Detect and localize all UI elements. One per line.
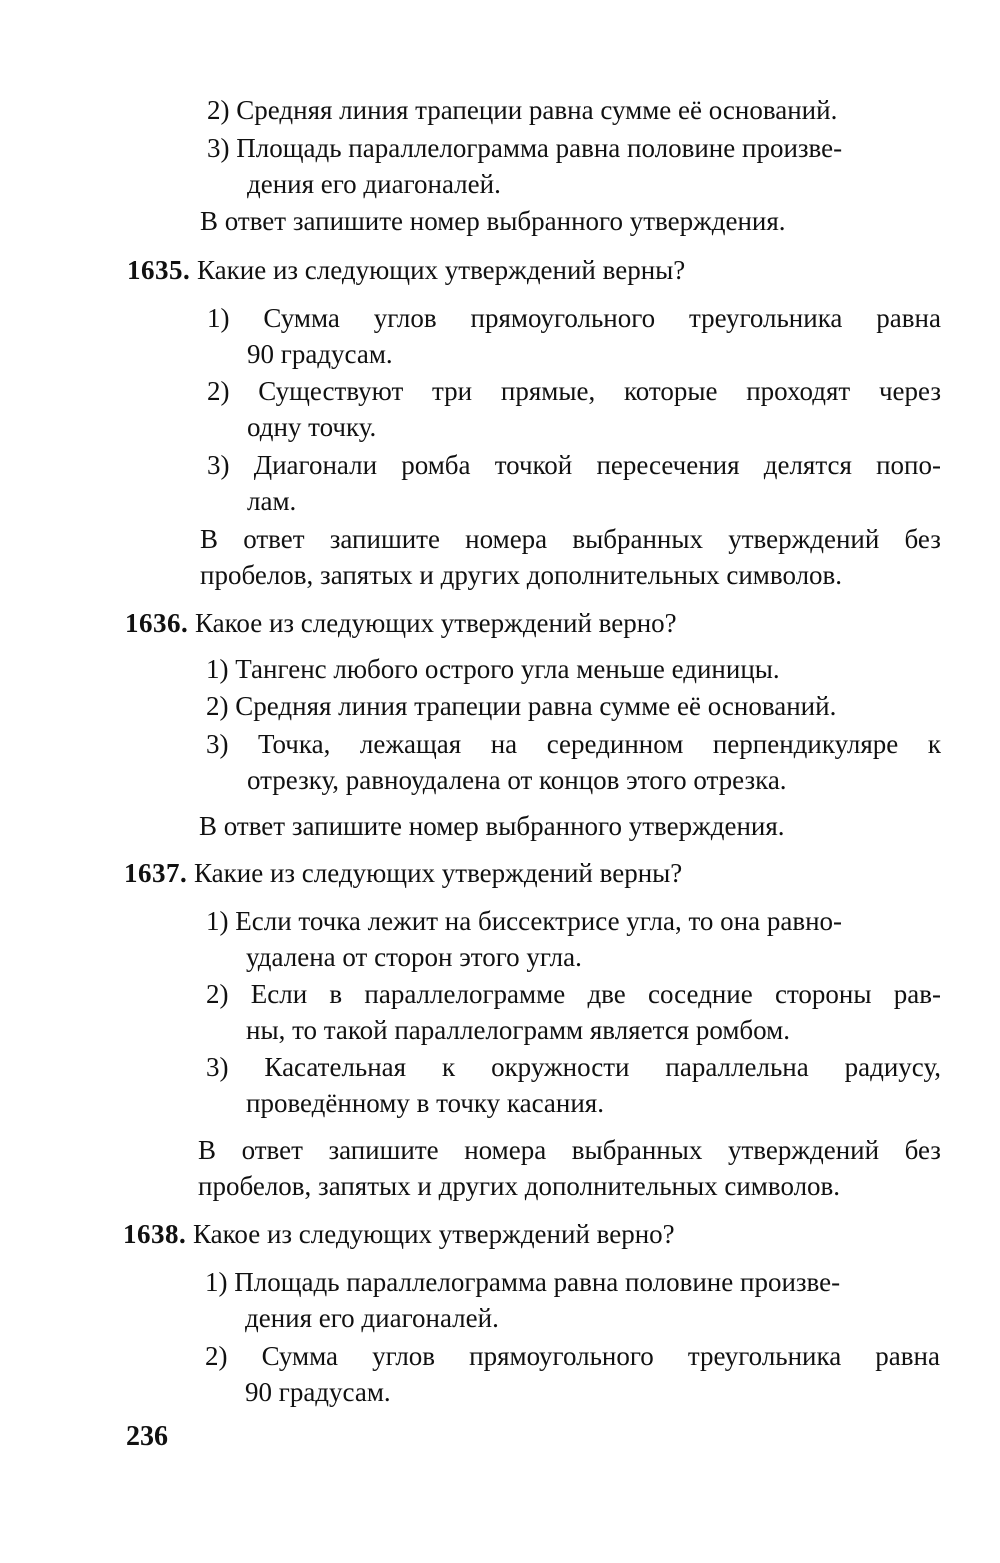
- word: проходят: [746, 376, 851, 406]
- word: выбранных: [571, 1135, 703, 1165]
- p1637-item-1-line-1: 1) Если точка лежит на биссектрисе угла, то она равно-: [206, 906, 843, 936]
- p1638-item-2-line-2: 90 градусам.: [245, 1377, 391, 1407]
- p1635-item-2-line-1: [207, 374, 941, 408]
- problem-1636-header: [125, 606, 677, 640]
- p1638-item-1-line-2: дения его диагоналей.: [245, 1303, 499, 1333]
- p1635-answer-line-2: пробелов, запятых и других дополнительных символов.: [200, 560, 843, 590]
- p1637-item-3-line-1: [206, 1050, 941, 1084]
- word: ответ: [241, 1135, 303, 1165]
- word: равна: [876, 303, 941, 333]
- word: номера: [464, 1135, 547, 1165]
- problem-question: Какие из следующих утверждений верны?: [197, 255, 686, 285]
- word: серединном: [546, 729, 684, 759]
- word: соседние: [648, 979, 753, 1009]
- word: в: [329, 979, 343, 1009]
- p1635-item-1-line-2: 90 градусам.: [247, 339, 393, 369]
- p1635-answer-line-1: [200, 522, 941, 556]
- word: углов: [372, 1341, 436, 1371]
- word: рав-: [893, 979, 941, 1009]
- p1636-item-3-line-2: отрезку, равноудалена от концов этого отрезка.: [247, 765, 787, 795]
- prev-item-3-line-2: дения его диагоналей.: [247, 169, 501, 199]
- p1635-item-3-line-2: лам.: [247, 486, 297, 516]
- problem-1635-header: [127, 253, 685, 287]
- word: углов: [373, 303, 437, 333]
- word: попо-: [876, 450, 941, 480]
- word: утверждений: [727, 1135, 880, 1165]
- word: параллельна: [665, 1052, 809, 1082]
- p1637-answer-line-1: [198, 1133, 941, 1167]
- problem-number: 1637.: [124, 858, 188, 888]
- word: делятся: [763, 450, 852, 480]
- problem-question: Какое из следующих утверждений верно?: [195, 608, 677, 638]
- word: параллелограмме: [364, 979, 566, 1009]
- word: 3): [206, 729, 229, 759]
- word: 1): [207, 303, 230, 333]
- word: запишите: [329, 524, 440, 554]
- word: перпендикуляре: [712, 729, 899, 759]
- word: В: [200, 524, 219, 554]
- word: Точка,: [258, 729, 331, 759]
- word: ромба: [401, 450, 471, 480]
- problem-number: 1635.: [127, 255, 191, 285]
- word: запишите: [328, 1135, 439, 1165]
- word: без: [904, 524, 941, 554]
- p1635-item-1-line-1: [207, 301, 941, 335]
- p1635-item-2-line-2: одну точку.: [247, 412, 377, 442]
- p1636-item-3-line-1: [206, 727, 941, 761]
- word: радиусу,: [844, 1052, 941, 1082]
- word: Диагонали: [253, 450, 378, 480]
- word: равна: [875, 1341, 940, 1371]
- problem-1637-header: [124, 856, 682, 890]
- word: выбранных: [572, 524, 704, 554]
- word: к: [927, 729, 941, 759]
- word: точкой: [494, 450, 573, 480]
- word: Касательная: [264, 1052, 407, 1082]
- word: ответ: [243, 524, 305, 554]
- p1636-item-2: 2) Средняя линия трапеции равна сумме её оснований.: [206, 691, 837, 721]
- p1637-item-2-line-1: [206, 977, 941, 1011]
- page-number: 236: [126, 1421, 168, 1452]
- word: треугольника: [687, 1341, 842, 1371]
- word: пересечения: [596, 450, 740, 480]
- word: стороны: [774, 979, 872, 1009]
- word: 3): [207, 450, 230, 480]
- problem-1638-header: [123, 1217, 675, 1251]
- problem-question: Какие из следующих утверждений верны?: [194, 858, 683, 888]
- word: окружности: [491, 1052, 630, 1082]
- word: прямоугольного: [469, 1341, 654, 1371]
- word: прямоугольного: [470, 303, 656, 333]
- p1637-item-2-line-2: ны, то такой параллелограмм является ромбом.: [246, 1015, 790, 1045]
- word: 2): [207, 376, 230, 406]
- p1636-item-1: 1) Тангенс любого острого угла меньше единицы.: [206, 654, 780, 684]
- problem-question: Какое из следующих утверждений верно?: [193, 1219, 675, 1249]
- word: прямые,: [500, 376, 596, 406]
- p1637-item-1-line-2: удалена от сторон этого угла.: [246, 942, 582, 972]
- word: без: [904, 1135, 941, 1165]
- word: на: [490, 729, 518, 759]
- word: к: [442, 1052, 456, 1082]
- word: лежащая: [359, 729, 462, 759]
- prev-answer-instruction: В ответ запишите номер выбранного утверждения.: [200, 206, 786, 236]
- p1635-item-3-line-1: [207, 448, 941, 482]
- word: две: [587, 979, 626, 1009]
- word: Существуют: [258, 376, 404, 406]
- word: которые: [624, 376, 718, 406]
- word: Сумма: [261, 1341, 339, 1371]
- word: три: [432, 376, 473, 406]
- problem-number: 1636.: [125, 608, 189, 638]
- problem-number: 1638.: [123, 1219, 187, 1249]
- p1636-answer: В ответ запишите номер выбранного утверждения.: [199, 811, 785, 841]
- p1638-item-2-line-1: [205, 1339, 940, 1373]
- p1638-item-1-line-1: 1) Площадь параллелограмма равна половине произве-: [205, 1267, 841, 1297]
- prev-item-3-line-1: 3) Площадь параллелограмма равна половине произве-: [207, 133, 843, 163]
- word: 3): [206, 1052, 229, 1082]
- word: Если: [250, 979, 308, 1009]
- word: треугольника: [689, 303, 843, 333]
- p1637-item-3-line-2: проведённому в точку касания.: [246, 1088, 604, 1118]
- prev-item-2: 2) Средняя линия трапеции равна сумме её оснований.: [207, 95, 838, 125]
- word: утверждений: [728, 524, 880, 554]
- p1637-answer-line-2: пробелов, запятых и других дополнительных символов.: [198, 1171, 841, 1201]
- word: 2): [206, 979, 229, 1009]
- word: номера: [465, 524, 548, 554]
- word: через: [878, 376, 941, 406]
- word: В: [198, 1135, 217, 1165]
- word: 2): [205, 1341, 228, 1371]
- word: Сумма: [263, 303, 340, 333]
